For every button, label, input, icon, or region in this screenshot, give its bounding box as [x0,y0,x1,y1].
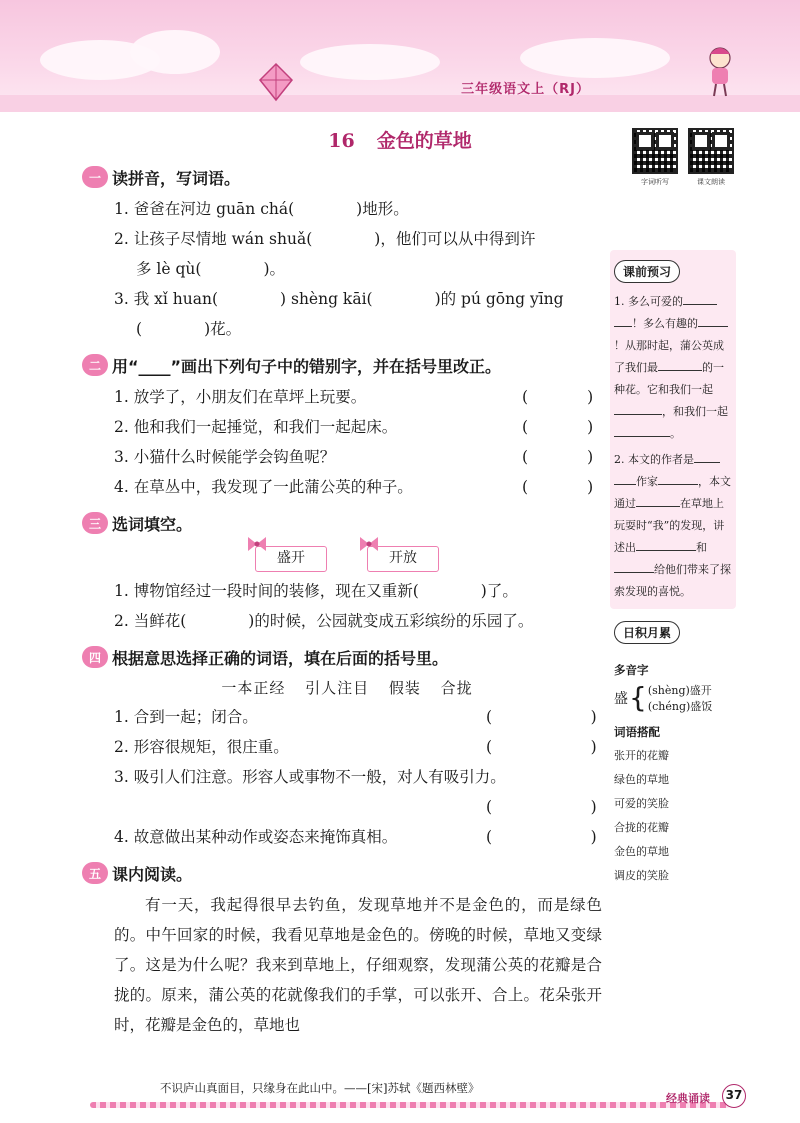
combo-item: 调皮的笑脸 [614,869,669,882]
answer-paren[interactable]: ( ) [486,738,597,756]
answer-blank[interactable] [658,359,680,371]
section-2-heading [88,348,602,382]
section-badge: 四 [82,646,108,668]
section-title: 课内阅读。 [112,864,193,884]
answer-paren[interactable]: ( ) [522,478,594,496]
text: 4. 故意做出某种动作或姿态来掩饰真相。 [114,828,398,846]
cloud-decoration [130,30,220,74]
choice-chip [255,546,327,572]
text: 2. 形容很规矩，很庄重。 [114,738,289,756]
qr-code-icon [688,128,734,174]
qr-dictation[interactable] [630,128,680,187]
answer-blank[interactable] [680,359,702,371]
answer-blank[interactable] [698,315,728,327]
answer-blank[interactable] [636,539,676,551]
polyphone-reading: (chéng)盛饭 [647,700,713,713]
combo-item: 张开的花瓣 [614,749,669,762]
s2-item [92,472,602,502]
accumulate-box [610,609,736,888]
text: )了。 [480,582,518,600]
preview-tag: 课前预习 [614,260,680,283]
brace-icon: { [629,681,647,714]
text: 2. 本文的作者是 [614,453,694,466]
section-title: 读拼音，写词语。 [112,168,241,188]
s4-item [92,762,602,792]
section-3-heading [88,506,602,540]
answer-paren[interactable]: ( ) [486,708,597,726]
qr-caption: 字词听写 [641,178,669,186]
polyphone-title: 多音字 [614,663,649,677]
q2-line-cont [92,254,602,284]
sidebar [610,250,736,888]
bow-icon [246,535,268,553]
child-with-kite-icon [690,40,750,100]
answer-paren[interactable]: ( ) [522,448,594,466]
page-footer [0,1080,800,1123]
section-5-heading [88,856,602,890]
answer-blank[interactable] [694,451,720,463]
answer-blank[interactable] [636,495,680,507]
text: )地形。 [356,200,409,218]
section-title: 根据意思选择正确的词语，填在后面的括号里。 [112,648,449,668]
text: ，和我们一起 [662,405,728,418]
s3-line [92,606,602,636]
text: 1. 爸爸在河边 guān chá( [114,200,295,218]
s2-item [92,442,602,472]
text: ) shèng kāi( [280,290,373,308]
text: 在草地上玩耍时“我”的发现，讲述出 [614,497,725,554]
qr-code-icon [632,128,678,174]
polyphone-char: 盛 [614,691,628,707]
text: 的一种花。它和我们一起 [614,361,724,396]
text: 3. 吸引人们注意。形容人或事物不一般，对人有吸引力。 [114,768,506,786]
accumulate-tag: 日积月累 [614,621,680,644]
choice-text: 开放 [389,550,417,566]
text: ( [136,320,143,338]
text: )的时候，公园就变成五彩缤纷的乐园了。 [248,612,534,630]
answer-blank[interactable] [614,403,662,415]
answer-paren[interactable]: ( ) [522,418,594,436]
text: 4. 在草丛中，我发现了一此蒲公英的种子。 [114,478,413,496]
word-bank: 一本正经 引人注目 假装 合拢 [221,679,473,697]
word-choices [92,546,602,572]
text: )。 [263,260,285,278]
qr-caption: 课文朗读 [697,178,725,186]
text: 1. 放学了，小朋友们在草坪上玩要。 [114,388,367,406]
section-badge: 五 [82,862,108,884]
preview-text [614,291,732,445]
answer-blank[interactable] [658,473,698,485]
section-1-heading [88,160,602,194]
s2-item [92,412,602,442]
footer-wave [90,1102,730,1108]
text: 2. 当鲜花( [114,612,187,630]
q2-line [92,224,602,254]
choice-chip [367,546,439,572]
q1-line [92,194,602,224]
lesson-number: 16 [328,130,355,152]
section-badge: 一 [82,166,108,188]
section-4-heading [88,640,602,674]
lesson-title [0,126,800,153]
section-title: 用“____”画出下列句子中的错别字，并在括号里改正。 [112,356,502,376]
text: 3. 小猫什么时候能学会钩鱼呢？ [114,448,336,466]
section-badge: 三 [82,512,108,534]
s4-item [92,732,602,762]
text: 给他们带来了探索发现的喜悦。 [614,563,731,598]
text: ，本文通过 [614,475,731,510]
text: )花。 [204,320,242,338]
combo-item: 绿色的草地 [614,773,669,786]
text: 3. 我 xǐ huan( [114,290,219,308]
text: 。 [670,427,681,440]
text: 和 [696,541,707,554]
s3-line [92,576,602,606]
answer-blank[interactable] [676,539,696,551]
text: 2. 让孩子尽情地 wán shuǎ( [114,230,313,248]
footer-tag: 经典诵读 [666,1092,710,1105]
answer-blank[interactable] [614,561,654,573]
page-header [0,0,800,112]
kite-icon [256,62,296,102]
q3-line-cont [92,314,602,344]
cloud-decoration [520,38,670,78]
s4-item-answer [92,792,602,822]
combo-item: 金色的草地 [614,845,669,858]
answer-paren[interactable]: ( ) [486,828,597,846]
answer-blank[interactable] [683,293,717,305]
reading-passage: 有一天，我起得很早去钓鱼，发现草地并不是金色的，而是绿色的。中午回家的时候，我看见草地是金色的。傍晚的时候，草地又变绿了。这是为什么呢？我来到草地上，仔细观察，发现蒲公英的花瓣是合拢的。原来，蒲公英的花就像我们的手掌，可以张开、合上。花朵张开时，花瓣是金色的，草地也 [114,896,602,1034]
lesson-name: 金色的草地 [376,130,472,152]
choice-text: 盛开 [277,550,305,566]
text: 1. 博物馆经过一段时间的装修，现在又重新( [114,582,419,600]
s4-item [92,822,602,852]
answer-blank[interactable] [614,425,644,437]
classic-quote: 不识庐山真面目，只缘身在此山中。——[宋]苏轼《题西林壁》 [160,1081,480,1095]
combo-item: 可爱的笑脸 [614,797,669,810]
text: ！多么有趣的 [632,317,698,330]
answer-blank[interactable] [614,473,636,485]
answer-paren[interactable]: ( ) [522,388,594,406]
answer-paren[interactable]: ( ) [486,798,597,816]
answer-blank[interactable] [614,315,632,327]
text: 作家 [636,475,658,488]
combo-item: 合拢的花瓣 [614,821,669,834]
answer-blank[interactable] [644,425,670,437]
page-number: 37 [722,1084,746,1108]
text: ！从那时起，蒲公英成了我们最 [614,339,724,374]
text: 2. 他和我们一起捶觉，和我们一起起床。 [114,418,398,436]
combo-title: 词语搭配 [614,725,660,739]
grade-label: 三年级语文上（RJ） [461,82,590,97]
section-badge: 二 [82,354,108,376]
text: )的 pú gōng yīng [434,290,564,308]
polyphone-entry [614,682,732,714]
qr-reading[interactable] [686,128,736,187]
cloud-decoration [300,44,440,80]
s4-item [92,702,602,732]
bow-icon [358,535,380,553]
text: )，他们可以从中得到许 [374,230,536,248]
header-band [0,95,800,112]
text: 多 lè qù( [136,260,202,278]
polyphone-reading: (shèng)盛开 [647,684,712,697]
q3-line [92,284,602,314]
preview-text-2 [614,449,732,603]
s2-item [92,382,602,412]
text: 1. 合到一起；闭合。 [114,708,258,726]
text: 1. 多么可爱的 [614,295,683,308]
section-title: 选词填空。 [112,514,193,534]
exercise-content [88,160,602,1040]
preview-box [610,250,736,609]
